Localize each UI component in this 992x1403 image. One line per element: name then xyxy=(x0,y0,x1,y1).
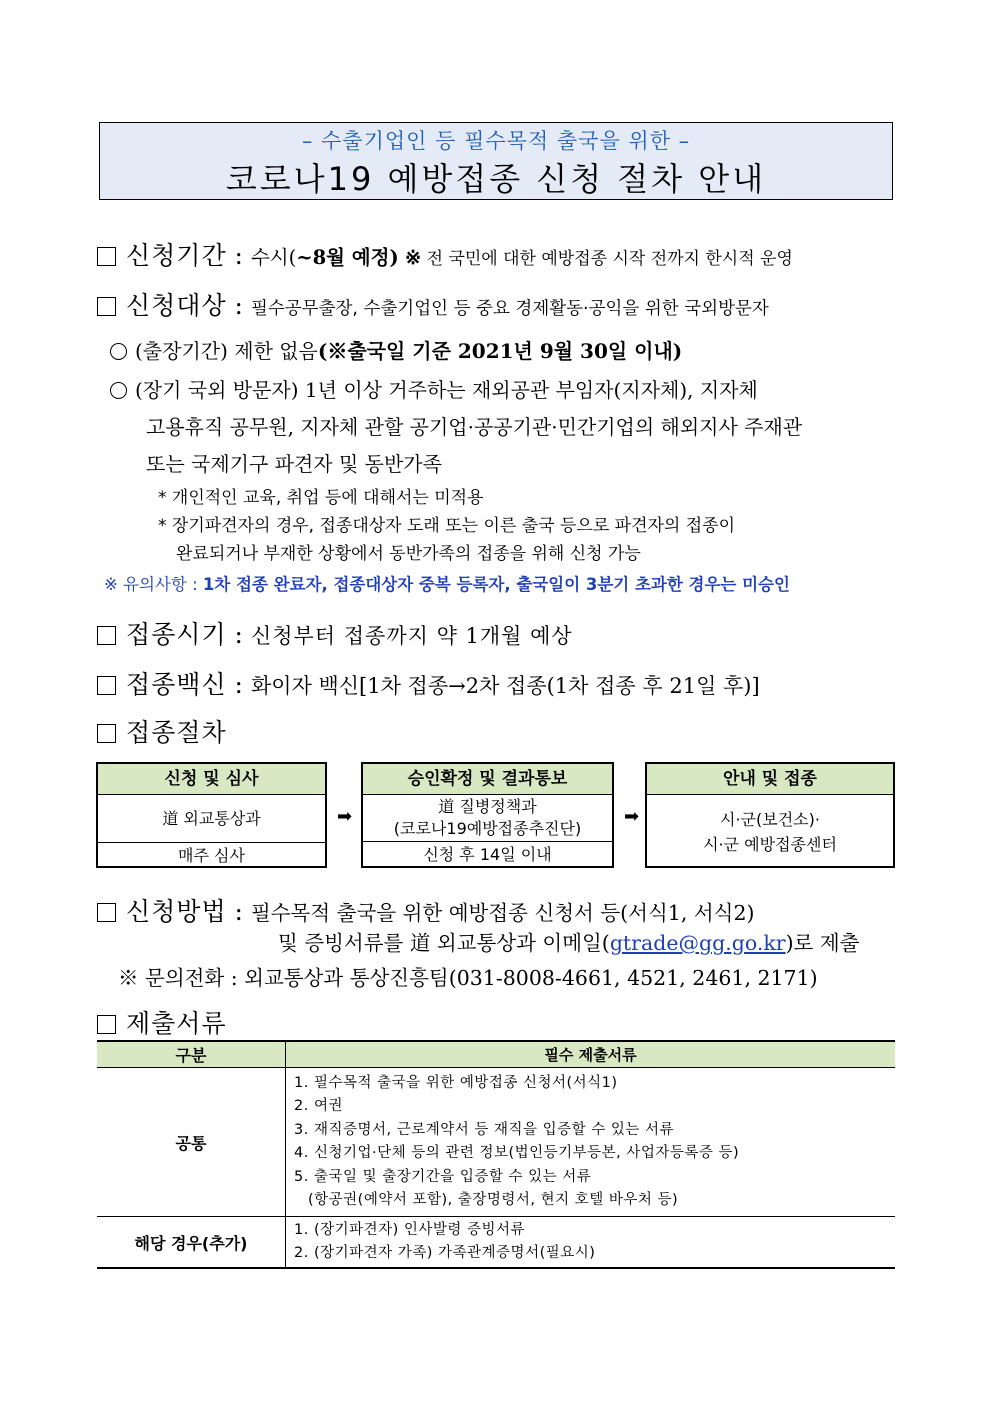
method-line-2-suffix: )로 제출 xyxy=(785,931,860,955)
checkbox-icon xyxy=(97,724,116,743)
list-item: 2. (장기파견자 가족) 가족관계증명서(필요시) xyxy=(294,1245,596,1261)
step-3-body xyxy=(647,795,893,857)
list-item: 5. 출국일 및 출장기간을 입증할 수 있는 서류 xyxy=(294,1168,592,1185)
vaccine-label: 접종백신 xyxy=(126,670,227,699)
step-1-body: 道 외교통상과 xyxy=(98,795,325,843)
procedure-section xyxy=(97,713,227,749)
target-note-3: 완료되거나 부재한 상황에서 동반가족의 접종을 위해 신청 가능 xyxy=(176,544,641,564)
vaccine-value: 화이자 백신[1차 접종→2차 접종(1차 접종 후 21일 후)] xyxy=(250,674,760,698)
table-header-row xyxy=(97,1041,895,1068)
target-item-2-line-1: (장기 국외 방문자) 1년 이상 거주하는 재외공관 부임자(지자체), 지자체 xyxy=(135,378,758,402)
caution-label: ※ 유의사항 : xyxy=(104,575,203,594)
list-item: 1. (장기파견자) 인사발령 증빙서류 xyxy=(294,1221,526,1238)
step-2-footer: 신청 후 14일 이내 xyxy=(423,845,552,864)
step-2-header: 승인확정 및 결과통보 xyxy=(363,764,612,795)
step-2-body-line-1: 道 질병정책과 xyxy=(438,797,537,816)
email-link[interactable]: gtrade@gg.go.kr xyxy=(609,931,786,955)
step-3-body-line-1: 시·군(보건소)· xyxy=(720,810,820,829)
target-item-2 xyxy=(110,372,802,483)
step-2-body xyxy=(363,795,612,842)
target-section: 신청대상 : 필수공무출장, 수출기업인 등 중요 경제활동·공익을 위한 국외방문자 xyxy=(97,286,769,322)
arrow-right-icon: ➡ xyxy=(337,806,353,827)
list-item: (항공권(예약서 포함), 출장명령서, 현지 호텔 바우처 등) xyxy=(308,1192,679,1208)
column-header-category: 구분 xyxy=(97,1041,286,1068)
target-notes xyxy=(158,484,735,568)
row-category: 공통 xyxy=(97,1068,286,1217)
target-item-1-text: (출장기간) 제한 없음 xyxy=(135,339,318,363)
table-row xyxy=(97,1068,895,1217)
method-line-1: 필수목적 출국을 위한 예방접종 신청서 등(서식1, 서식2) xyxy=(250,901,755,925)
method-line-2 xyxy=(278,926,860,956)
table-row xyxy=(97,1217,895,1269)
checkbox-icon xyxy=(97,903,116,922)
period-value-bold: ~8월 예정) xyxy=(296,246,399,269)
row-items xyxy=(286,1217,896,1269)
checkbox-icon xyxy=(97,1015,116,1034)
list-item: 2. 여권 xyxy=(294,1098,343,1114)
period-note: 전 국민에 대한 예방접종 시작 전까지 한시적 운영 xyxy=(421,249,793,269)
period-section: 신청기간 : 수시(~8월 예정) ※ 전 국민에 대한 예방접종 시작 전까지 한시적 운영 xyxy=(97,236,793,272)
method-line-2-prefix: 및 증빙서류를 道 외교통상과 이메일( xyxy=(278,931,610,955)
checkbox-icon xyxy=(97,626,116,645)
procedure-label: 접종절차 xyxy=(126,718,227,747)
arrow-right-icon: ➡ xyxy=(624,806,640,827)
list-item: 4. 신청기업·단체 등의 관련 정보(법인등기부등본, 사업자등록증 등) xyxy=(294,1145,740,1161)
step-1-header: 신청 및 심사 xyxy=(98,764,325,795)
document-subtitle: – 수출기업인 등 필수목적 출국을 위한 – xyxy=(301,129,691,153)
list-item: 3. 재직증명서, 근로계약서 등 재직을 입증할 수 있는 서류 xyxy=(294,1121,674,1138)
title-box xyxy=(99,122,893,200)
target-item-1-bold: (※출국일 기준 2021년 9월 30일 이내) xyxy=(317,339,683,363)
target-item-2-line-2: 고용휴직 공무원, 지자체 관할 공기업·공공기관·민간기업의 해외지사 주재관 xyxy=(146,415,803,439)
target-note-2: * 장기파견자의 경우, 접종대상자 도래 또는 이른 출국 등으로 파견자의 접종이 xyxy=(158,516,736,536)
checkbox-icon xyxy=(97,676,116,695)
step-3-header: 안내 및 접종 xyxy=(647,764,893,795)
procedure-step-3 xyxy=(645,762,895,868)
target-value: 필수공무출장, 수출기업인 등 중요 경제활동·공익을 위한 국외방문자 xyxy=(250,299,769,319)
timing-section: 접종시기 : 신청부터 접종까지 약 1개월 예상 xyxy=(97,615,573,651)
period-value-prefix: 수시( xyxy=(250,246,297,269)
step-1-footer: 매주 심사 xyxy=(178,846,245,865)
list-item: 1. 필수목적 출국을 위한 예방접종 신청서(서식1) xyxy=(294,1074,618,1091)
row-category: 해당 경우(추가) xyxy=(97,1217,286,1269)
documents-table xyxy=(97,1040,895,1269)
row-items xyxy=(286,1068,896,1217)
method-label: 신청방법 xyxy=(126,897,227,926)
period-note-mark: ※ xyxy=(404,246,422,269)
procedure-step-1 xyxy=(96,762,327,868)
step-3-body-line-2: 시·군 예방접종센터 xyxy=(703,835,837,854)
timing-label: 접종시기 xyxy=(126,620,227,649)
document-title: 코로나19 예방접종 신청 절차 안내 xyxy=(225,160,767,198)
target-note-1: * 개인적인 교육, 취업 등에 대해서는 미적용 xyxy=(158,488,484,508)
column-header-documents: 필수 제출서류 xyxy=(286,1041,896,1068)
target-item-1 xyxy=(110,335,682,364)
documents-label: 제출서류 xyxy=(126,1009,227,1038)
timing-value: 신청부터 접종까지 약 1개월 예상 xyxy=(250,624,573,648)
circle-bullet-icon xyxy=(110,382,127,399)
caution-text: 1차 접종 완료자, 접종대상자 중복 등록자, 출국일이 3분기 초과한 경우는 미승인 xyxy=(202,575,790,594)
circle-bullet-icon xyxy=(110,343,127,360)
checkbox-icon xyxy=(97,297,116,316)
caution-note xyxy=(104,571,790,595)
period-label: 신청기간 xyxy=(126,241,227,270)
step-2-body-line-2: (코로나19예방접종추진단) xyxy=(393,819,582,838)
method-section: 신청방법 : 필수목적 출국을 위한 예방접종 신청서 등(서식1, 서식2) xyxy=(97,892,755,928)
target-item-2-line-3: 또는 국제기구 파견자 및 동반가족 xyxy=(146,452,442,476)
documents-section xyxy=(97,1004,227,1040)
contact-line: ※ 문의전화 : 외교통상과 통상진흥팀(031-8008-4661, 4521, 2461, 2171) xyxy=(118,966,818,990)
procedure-step-2 xyxy=(361,762,614,868)
target-label: 신청대상 xyxy=(126,291,227,320)
vaccine-section: 접종백신 : 화이자 백신[1차 접종→2차 접종(1차 접종 후 21일 후)] xyxy=(97,665,760,701)
checkbox-icon xyxy=(97,247,116,266)
